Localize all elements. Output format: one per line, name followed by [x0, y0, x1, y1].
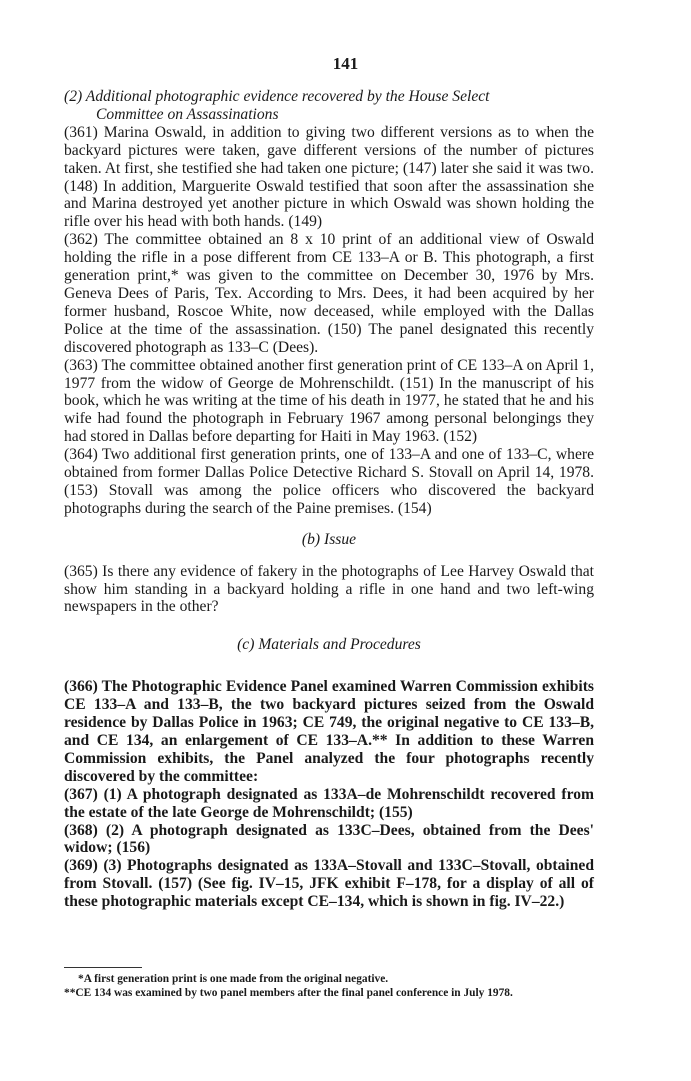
paragraph-369: (369) (3) Photographs designated as 133A–Stovall and 133C–Stovall, obtained from Stovall. (157) (See fig. IV–15, JFK exhibit F–178, for a display of all of these photographic materials except CE–134, which is shown in fig. IV–22.): [64, 857, 594, 911]
footnote-1: *A first generation print is one made from the original negative.: [78, 973, 389, 985]
body-text: [64, 88, 594, 911]
footnotes: [64, 973, 594, 1000]
paragraph-363: (363) The committee obtained another first generation print of CE 133–A on April 1, 1977 from the widow of George de Mohrenschildt. (151) In the manuscript of his book, which he was writing at the time of his death in 1977, he stated that he and his wife had found the photograph in February 1967 among personal belongings they had stored in Dallas before departing for Haiti in May 1963. (152): [64, 356, 594, 446]
paragraph-362: (362) The committee obtained an 8 x 10 print of an additional view of Oswald holding the rifle in a pose different from CE 133–A or B. This photograph, a first generation print,* was given to the committee on December 30, 1976 by Mrs. Geneva Dees of Paris, Tex. According to Mrs. Dees, it had been acquired by her former husband, Roscoe White, now deceased, while employed with the Dallas Police at the time of the assassination. (150) The panel designated this recently discovered photograph as 133–C (Dees).: [64, 231, 594, 356]
materials-block: [64, 678, 594, 911]
page-number: 141: [332, 54, 359, 73]
paragraph-367: (367) (1) A photograph designated as 133A–de Mohrenschildt recovered from the estate of the late George de Mohrenschildt; (155): [64, 785, 594, 821]
section-heading-b: (b) Issue: [301, 530, 357, 548]
footnote-2: **CE 134 was examined by two panel members after the final panel conference in July 1978.: [64, 986, 513, 999]
section-heading-c: (c) Materials and Procedures: [237, 636, 421, 654]
paragraph-366: (366) The Photographic Evidence Panel examined Warren Commission exhibits CE 133–A and 133–B, the two backyard pictures seized from the Oswald residence by Dallas Police in 1963; CE 749, the original negative to CE 133–B, and CE 134, an enlargement of CE 133–A.** In addition to these Warren Commission exhibits, the Panel analyzed the four photographs recently discovered by the committee:: [64, 678, 594, 785]
paragraph-364: (364) Two additional first generation prints, one of 133–A and one of 133–C, where obtained from former Dallas Police Detective Richard S. Stovall on April 14, 1978. (153) Stovall was among the police officers who discovered the backyard photographs during the search of the Paine premises. (154): [64, 446, 594, 517]
paragraph-365: (365) Is there any evidence of fakery in the photographs of Lee Harvey Oswald that show him standing in a backyard holding a rifle in one hand and two left-wing newspapers in the other?: [64, 562, 594, 616]
paragraph-361: (361) Marina Oswald, in addition to giving two different versions as to when the backyard pictures were taken, gave different versions of the number of pictures taken. At first, she testified she had taken one picture; (147) later she said it was two. (148) In addition, Marguerite Oswald testified that soon after the assassination she and Marina destroyed yet another picture in which Oswald was shown holding the rifle over his head with both hands. (149): [64, 123, 594, 231]
footnote-rule: [64, 967, 142, 968]
section-heading-a-line2: Committee on Assassinations: [96, 105, 279, 123]
section-heading-a-line1: (2) Additional photographic evidence recovered by the House Select: [64, 88, 490, 105]
section-heading-a: [64, 88, 594, 124]
paragraph-368: (368) (2) A photograph designated as 133C–Dees, obtained from the Dees' widow; (156): [64, 821, 594, 857]
